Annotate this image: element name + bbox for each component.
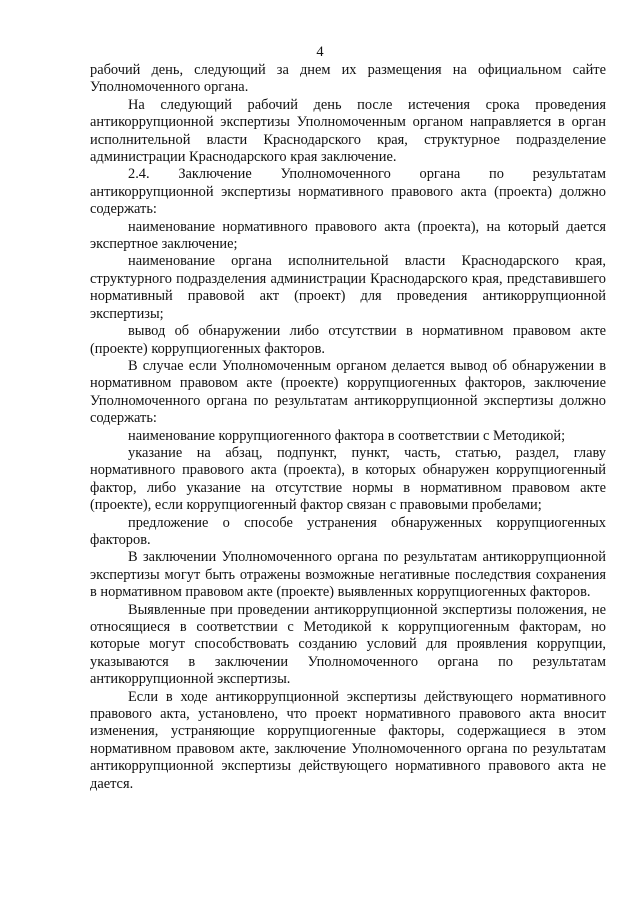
paragraph-section-2-4: 2.4. Заключение Уполномоченного органа по результатам антикоррупционной экспертизы нормативного правового акта (проекта) должно содержать:	[90, 166, 606, 218]
paragraph-item-authority-name: наименование органа исполнительной власти Краснодарского края, структурного подразделения администрации Краснодарского края, представившего нормативный правовой акт (проект) для проведения антикоррупционной экспертизы;	[90, 253, 606, 322]
paragraph-if-factors-found: В случае если Уполномоченным органом делается вывод об обнаружении в нормативном правовом акте (проекте) коррупциогенных факторов, заключение Уполномоченного органа по результатам антикоррупционной экспертизы должно содержать:	[90, 357, 606, 427]
paragraph-item-factor-name: наименование коррупциогенного фактора в соответствии с Методикой;	[128, 427, 566, 444]
document-body	[90, 62, 606, 793]
paragraph-conclusion-sending: На следующий рабочий день после истечения срока проведения антикоррупционной экспертизы Уполномоченным органом направляется в орган исполнительной власти Краснодарского края, структурное подразделение администрации Краснодарского края заключение.	[90, 96, 606, 166]
paragraph-other-provisions: Выявленные при проведении антикоррупционной экспертизы положения, не относящиеся в соответствии с Методикой к коррупциогенным факторам, но которые могут способствовать созданию условий для проявления коррупции, указываются в заключении Уполномоченного органа по результатам антикоррупционной экспертизы.	[90, 601, 606, 688]
page-number: 4	[316, 44, 324, 60]
paragraph-item-proposal: предложение о способе устранения обнаруженных коррупциогенных факторов.	[90, 514, 606, 548]
paragraph-continuation: рабочий день, следующий за днем их размещения на официальном сайте Уполномоченного органа.	[90, 62, 606, 96]
paragraph-item-conclusion-result: вывод об обнаружении либо отсутствии в нормативном правовом акте (проекте) коррупциогенных факторов.	[90, 323, 606, 357]
paragraph-item-location: указание на абзац, подпункт, пункт, часть, статью, раздел, главу нормативного правового акта (проекта), в которых обнаружен коррупциогенный фактор, либо указание на отсутствие нормы в нормативном правовом акте (проекте), если коррупциогенный фактор связан с правовыми пробелами;	[90, 444, 606, 514]
paragraph-no-conclusion: Если в ходе антикоррупционной экспертизы действующего нормативного правового акта, установлено, что проект нормативного правового акта вносит изменения, устраняющие коррупциогенные факторы, содержащиеся в этом нормативном правовом акте, заключение Уполномоченного органа по результатам антикоррупционной экспертизы действующего нормативного правового акта не дается.	[90, 688, 606, 792]
paragraph-negative-consequences: В заключении Уполномоченного органа по результатам антикоррупционной экспертизы могут быть отражены возможные негативные последствия сохранения в нормативном правовом акте (проекте) выявленных коррупциогенных факторов.	[90, 549, 606, 601]
paragraph-item-act-name: наименование нормативного правового акта (проекта), на который дается экспертное заключение;	[90, 218, 606, 253]
